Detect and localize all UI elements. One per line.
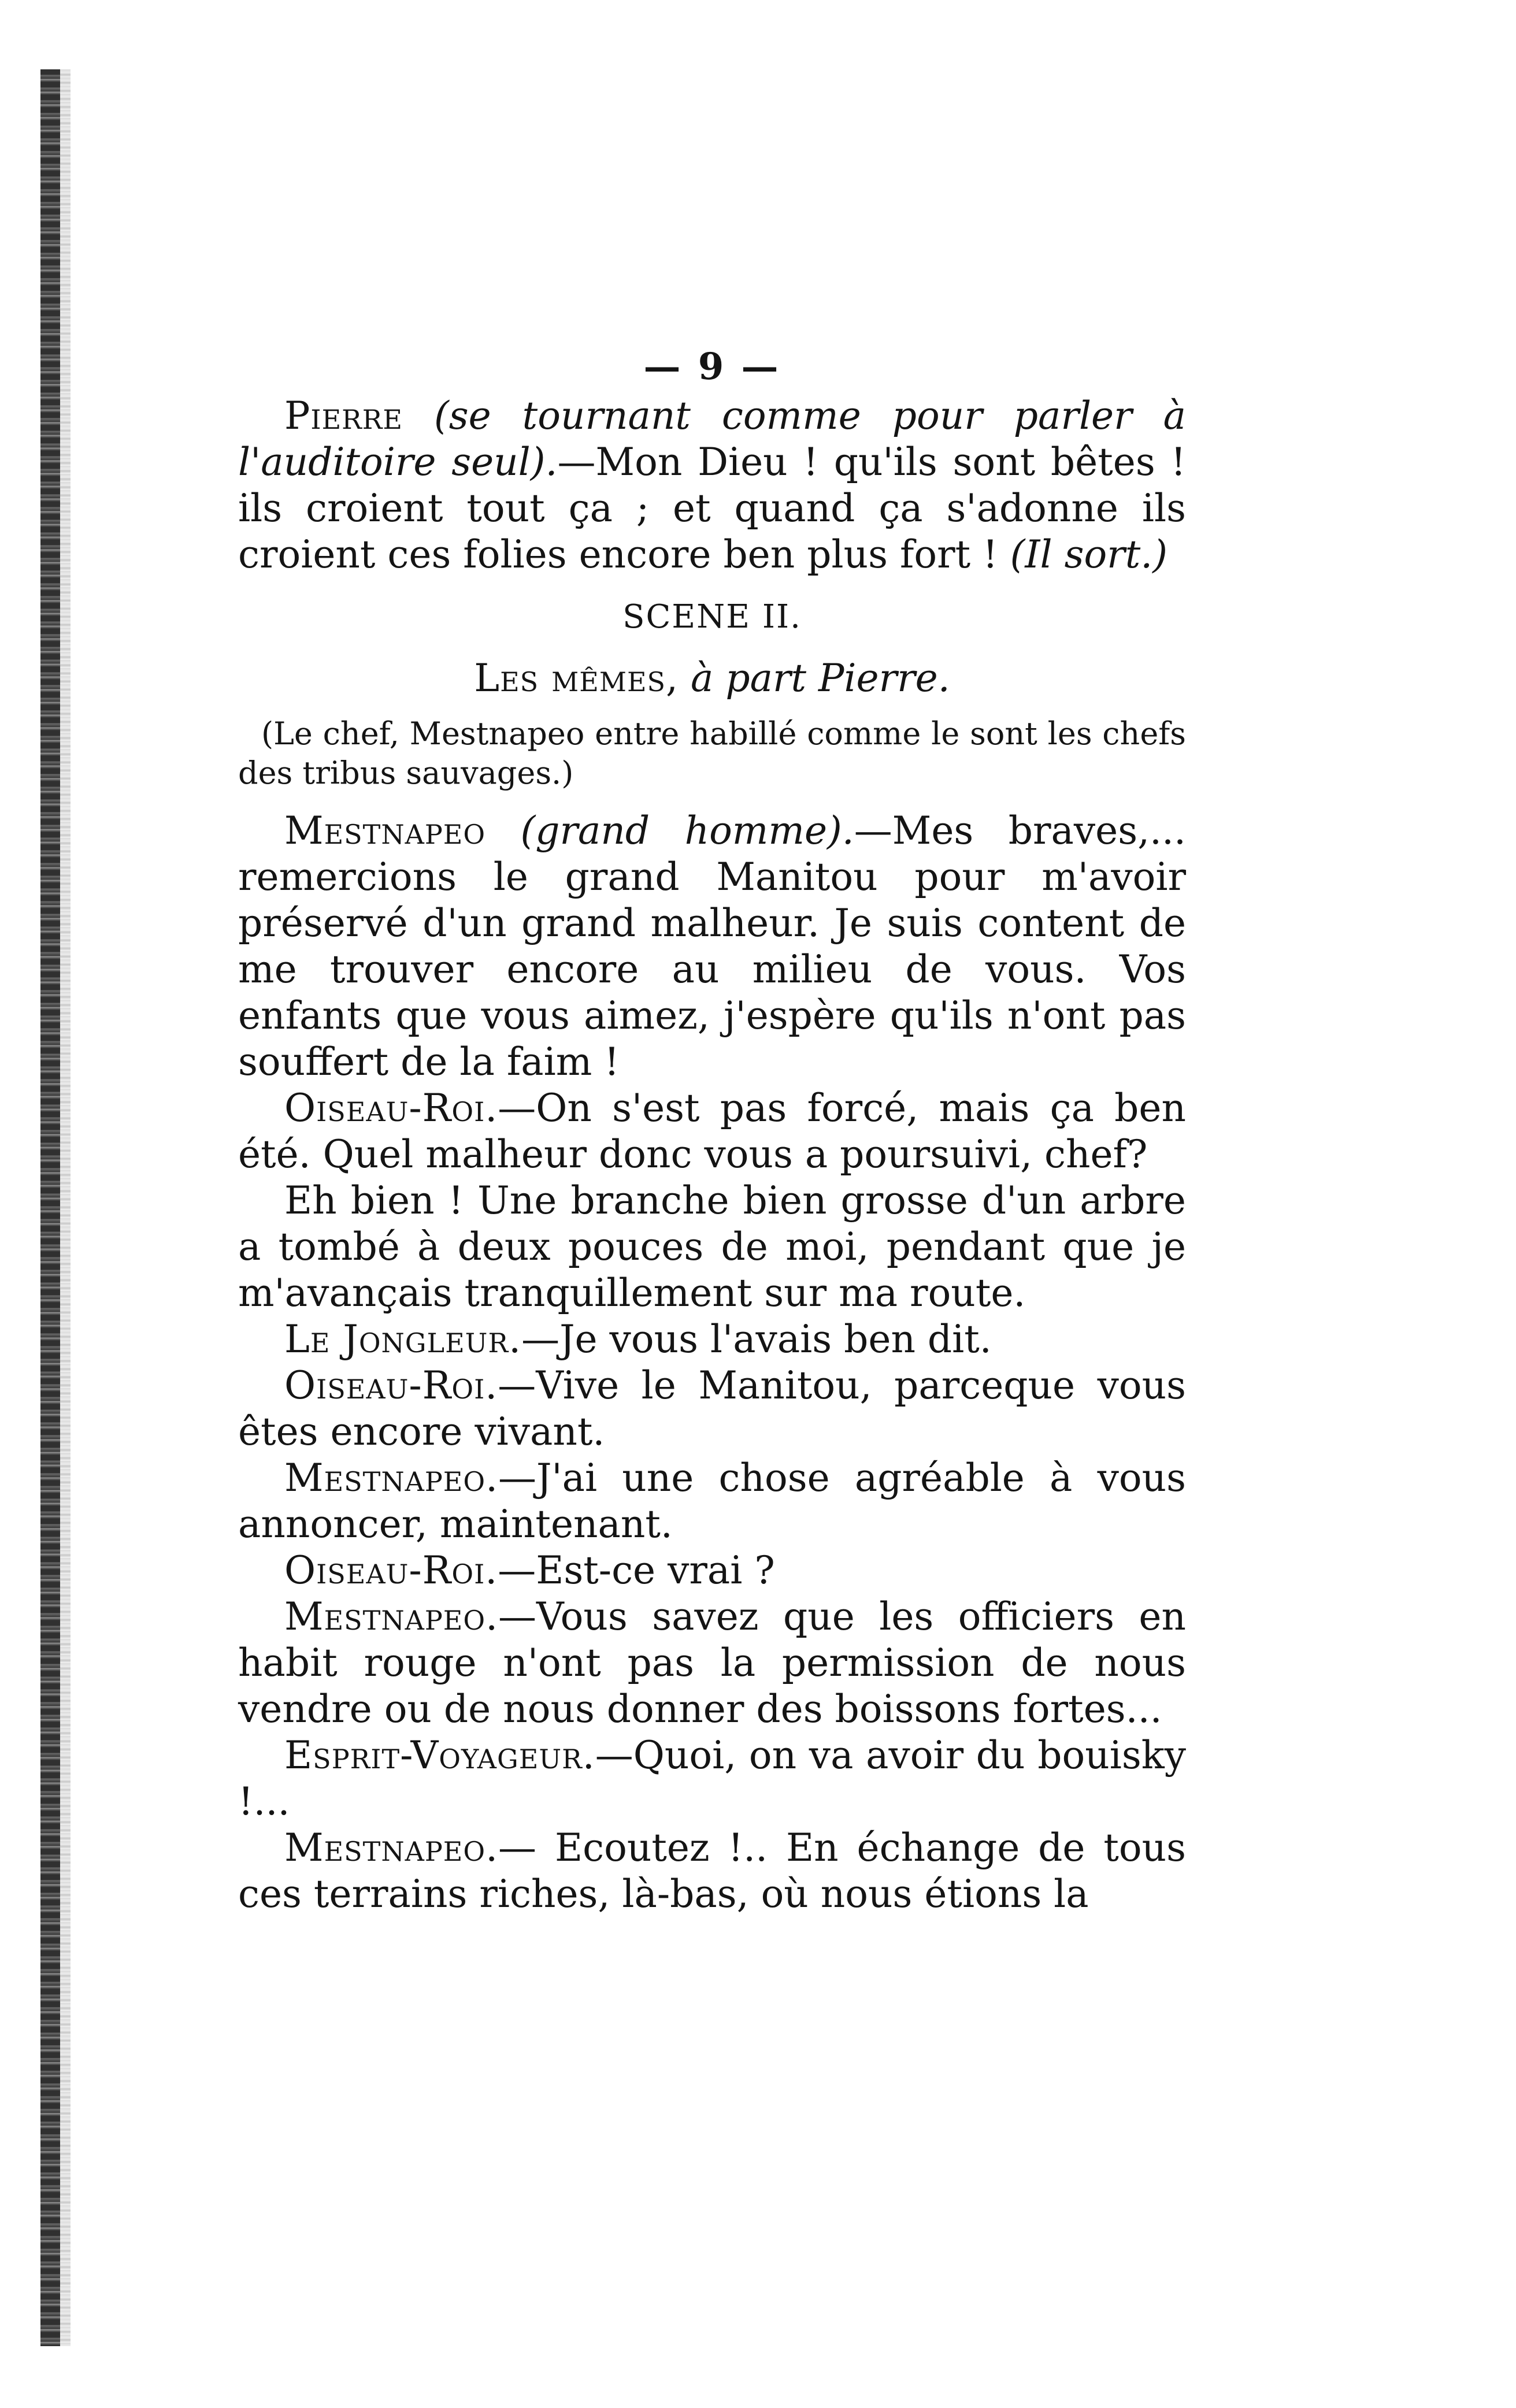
exit-direction: (Il sort.)	[1010, 532, 1167, 577]
dialogue-line	[238, 1178, 1186, 1316]
page-number: — 9 —	[643, 345, 781, 388]
speaker-name: Oiseau-Roi.	[284, 1363, 498, 1408]
dialogue-text: Eh bien ! Une branche bien grosse d'un arbre a tombé à deux pouces de moi, pendant que je m'avançais tranquillement sur ma route.	[238, 1178, 1186, 1315]
speaker-name: Le Jongleur.	[284, 1317, 522, 1361]
dialogue-line	[238, 1548, 1186, 1594]
dialogue-line	[238, 1455, 1186, 1548]
dialogue-text: — Ecoutez !.. En échange de tous ces terrains riches, là-bas, où nous étions la	[238, 1826, 1186, 1916]
dialogue-line	[238, 1825, 1186, 1917]
speaker-name: Oiseau-Roi.	[284, 1086, 498, 1130]
dialogue-text: —Est-ce vrai ?	[498, 1548, 775, 1593]
dialogue-text: —Quoi, on va avoir du bouisky !...	[238, 1733, 1186, 1824]
speaker-name: Mestnapeo.	[284, 1594, 499, 1639]
dialogue-pierre	[238, 393, 1186, 578]
dialogue-line	[238, 1363, 1186, 1455]
book-page	[238, 341, 1186, 1917]
stage-direction: (grand homme).	[520, 808, 854, 853]
dialogue-text: —Vous savez que les officiers en habit rouge n'ont pas la permission de nous vendre ou de nous donner des boissons fortes...	[238, 1594, 1186, 1731]
characters-note: à part Pierre.	[691, 656, 950, 700]
dialogue-text: —On s'est pas forcé, mais ça ben été. Quel malheur donc vous a poursuivi, chef?	[238, 1086, 1186, 1177]
speaker-name: Mestnapeo.	[284, 1826, 499, 1870]
scene-title: SCENE II.	[622, 598, 802, 636]
speaker-name: Oiseau-Roi.	[284, 1548, 498, 1593]
scene-direction: (Le chef, Mestnapeo entre habillé comme le sont les chefs des tribus sauvages.)	[238, 715, 1186, 791]
characters-label: Les mêmes,	[474, 656, 679, 700]
dialogue-line	[238, 808, 1186, 1085]
dialogue-line	[238, 1085, 1186, 1178]
dialogue-text: —Je vous l'avais ben dit.	[521, 1317, 992, 1361]
stage-direction: (se tournant comme pour parler à l'auditoire seul).	[238, 394, 1186, 484]
speaker-name: Mestnapeo.	[284, 1456, 499, 1500]
dialogue-text: —Mes braves,... remercions le grand Manitou pour m'avoir préservé d'un grand malheur. Je suis content de me trouver encore au milieu de vous. Vos enfants que vous aimez, j'espère qu'ils n'ont pas souffert de la faim !	[238, 808, 1186, 1084]
speaker-name: Mestnapeo	[284, 808, 486, 853]
dialogue-line	[238, 1316, 1186, 1363]
speaker-name: Pierre	[284, 394, 403, 438]
dialogue-text: —J'ai une chose agréable à vous annoncer, maintenant.	[238, 1456, 1186, 1546]
scene-characters	[238, 655, 1186, 702]
speaker-name: Esprit-Voyageur.	[284, 1733, 595, 1778]
dialogue-text: —Vive le Manitou, parceque vous êtes encore vivant.	[238, 1363, 1186, 1454]
dialogue-line	[238, 1732, 1186, 1825]
dialogue-line	[238, 1594, 1186, 1732]
book-binding-edge	[40, 69, 60, 2346]
dialogue-text: —Mon Dieu ! qu'ils sont bêtes ! ils croient tout ça ; et quand ça s'adonne ils croient ces folies encore ben plus fort !	[238, 440, 1186, 577]
